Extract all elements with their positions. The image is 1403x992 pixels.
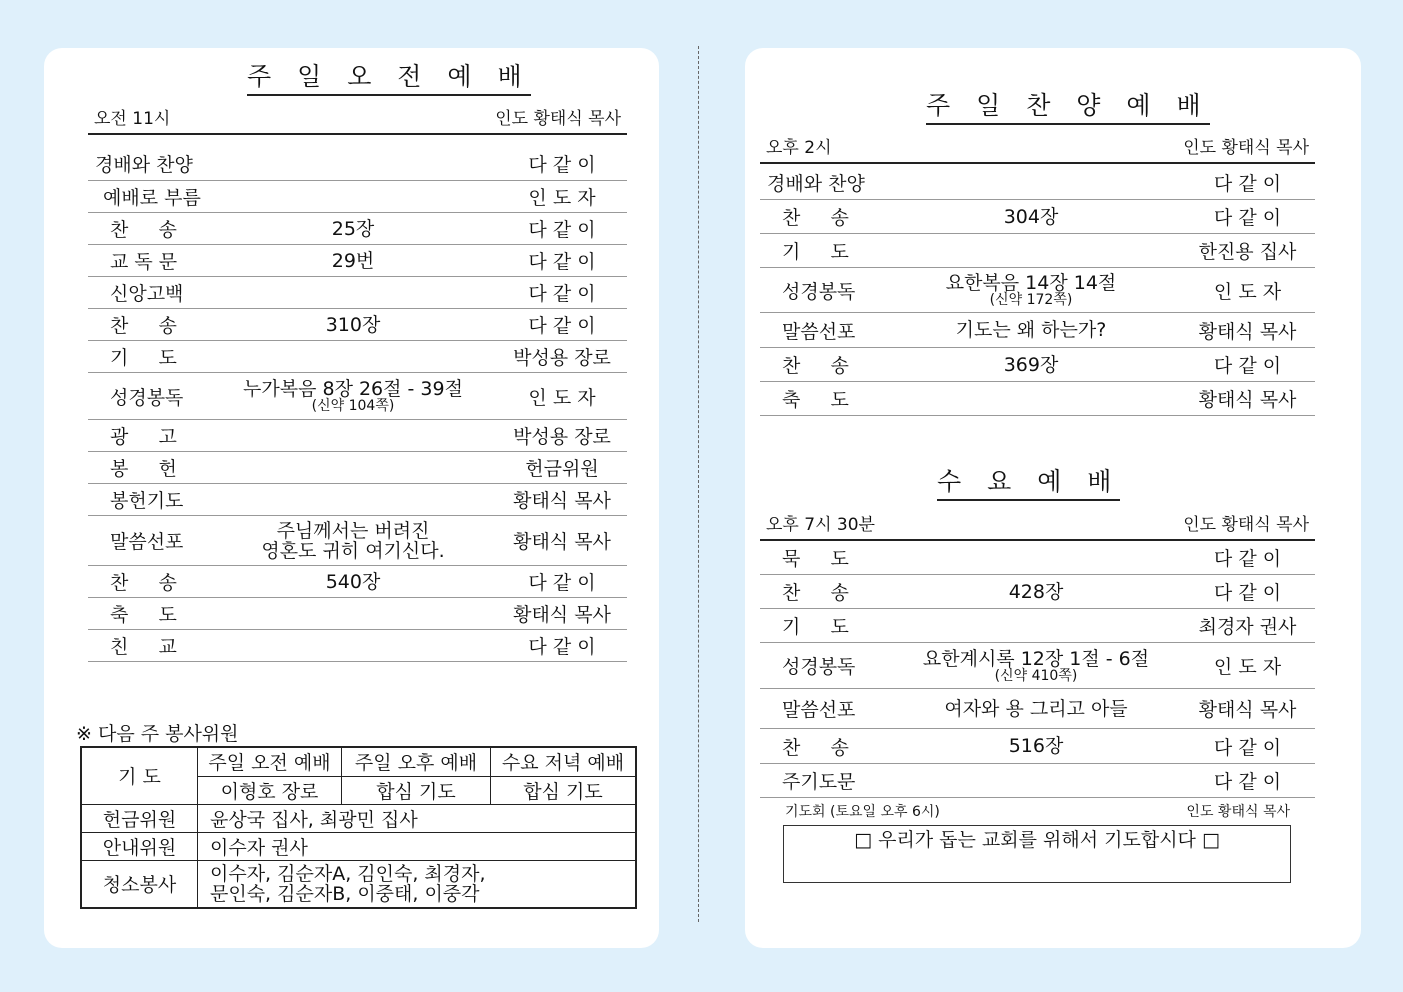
cleaning-label: 청소봉사	[81, 860, 198, 908]
order-content	[890, 609, 1182, 642]
prayer-meeting-label: 기도회 (토요일 오후 6시)	[785, 804, 940, 820]
order-row	[88, 341, 627, 373]
col-wednesday-evening: 수요 저녁 예배	[491, 747, 637, 776]
order-item: 광 고	[110, 426, 177, 448]
order-content-text: 25장	[331, 217, 375, 240]
order-content	[218, 341, 488, 372]
order-person: 인 도 자	[1213, 656, 1282, 678]
order-person: 박성용 장로	[513, 347, 611, 369]
order-content-sub: (신약 104쪽)	[311, 398, 395, 414]
order-row	[88, 277, 627, 309]
prayer-meeting-leader: 인도 황태식 목사	[1186, 804, 1290, 820]
order-item: 경배와 찬양	[95, 153, 193, 176]
order-item: 성경봉독	[782, 280, 856, 303]
order-row	[760, 643, 1315, 689]
order-content-text: 주님께서는 버려진	[276, 519, 430, 542]
order-content	[218, 373, 488, 419]
order-item: 성경봉독	[782, 656, 856, 678]
order-item: 찬 송	[110, 219, 177, 241]
order-content	[218, 452, 488, 483]
order-person: 황태식 목사	[513, 604, 611, 626]
praise-service-title: 주 일 찬 양 예 배	[926, 91, 1210, 125]
next-week-title: ※ 다음 주 봉사위원	[76, 723, 239, 745]
prayer-label: 기 도	[81, 747, 198, 804]
order-person: 헌금위원	[525, 458, 599, 480]
order-content	[218, 181, 488, 212]
prayer-wednesday: 합심 기도	[491, 776, 637, 804]
order-content-text: 요한계시록 12장 1절 - 6절	[922, 647, 1150, 670]
order-row	[88, 452, 627, 484]
order-row	[88, 309, 627, 341]
order-content	[218, 213, 488, 244]
order-person: 인 도 자	[1213, 280, 1282, 303]
order-row	[88, 181, 627, 213]
order-content	[910, 200, 1152, 233]
order-item: 찬 송	[782, 582, 849, 604]
order-content	[910, 166, 1152, 199]
order-content-text: 누가복음 8장 26절 - 39절	[243, 378, 463, 400]
morning-service-title: 주 일 오 전 예 배	[247, 62, 531, 96]
praise-service-header	[760, 138, 1315, 164]
order-person: 다 같 이	[528, 283, 596, 305]
order-row	[760, 575, 1315, 609]
order-item: 봉 헌	[110, 458, 177, 480]
prayer-request-box: □ 우리가 돕는 교회를 위해서 기도합시다 □	[783, 825, 1291, 883]
order-row	[88, 420, 627, 452]
cleaning-members	[198, 860, 637, 908]
order-content	[218, 598, 488, 629]
order-person: 다 같 이	[528, 251, 596, 273]
order-person: 다 같 이	[1213, 173, 1282, 195]
order-content-text: 369장	[1003, 353, 1059, 376]
order-item: 친 교	[110, 636, 177, 658]
order-row	[760, 764, 1315, 798]
col-sunday-afternoon: 주일 오후 예배	[342, 747, 491, 776]
order-content-text: 29번	[331, 249, 375, 272]
order-item: 말씀선포	[782, 699, 856, 721]
order-row	[88, 630, 627, 662]
order-person: 한진용 집사	[1198, 241, 1297, 263]
order-row	[760, 166, 1315, 200]
order-content-text-2: 영혼도 귀히 여기신다.	[261, 539, 445, 562]
order-person: 황태식 목사	[1198, 320, 1297, 343]
fold-divider	[698, 46, 699, 922]
order-item: 찬 송	[110, 572, 177, 594]
order-row	[88, 213, 627, 245]
order-person: 다 같 이	[528, 636, 596, 658]
order-row	[760, 382, 1315, 416]
order-item: 신앙고백	[110, 283, 184, 305]
order-item: 축 도	[782, 389, 849, 411]
order-content-text: 428장	[1008, 580, 1064, 603]
order-row	[88, 598, 627, 630]
offering-members: 윤상국 집사, 최광민 집사	[198, 804, 637, 832]
order-content	[218, 484, 488, 515]
order-row	[760, 541, 1315, 575]
praise-order-list	[760, 166, 1315, 416]
order-person: 다 같 이	[528, 219, 596, 241]
order-content	[890, 575, 1182, 608]
order-row	[760, 313, 1315, 348]
order-item: 축 도	[110, 604, 177, 626]
prayer-morning: 이형호 장로	[198, 776, 342, 804]
order-content	[910, 268, 1152, 312]
order-person: 인 도 자	[528, 386, 596, 409]
order-content	[218, 277, 488, 308]
order-content	[890, 689, 1182, 728]
order-content	[218, 420, 488, 451]
morning-order-list	[88, 146, 627, 662]
order-content	[218, 245, 488, 276]
order-item: 기 도	[782, 241, 849, 263]
order-row	[760, 729, 1315, 764]
order-person: 다 같 이	[1213, 207, 1282, 229]
morning-service-time: 오전 11시	[94, 109, 171, 129]
order-person: 황태식 목사	[1198, 389, 1297, 411]
order-content-text: 여자와 용 그리고 아들	[944, 697, 1128, 720]
order-person: 박성용 장로	[513, 426, 611, 448]
wednesday-order-list	[760, 541, 1315, 798]
order-item: 주기도문	[782, 771, 856, 793]
order-person: 다 같 이	[528, 315, 596, 337]
order-content	[910, 313, 1152, 347]
order-content	[218, 566, 488, 597]
order-item: 기 도	[782, 616, 849, 638]
order-content	[218, 309, 488, 340]
order-row	[760, 609, 1315, 643]
order-item: 찬 송	[782, 355, 849, 377]
next-week-table	[80, 746, 637, 909]
wednesday-service-title: 수 요 예 배	[937, 467, 1120, 501]
order-item: 성경봉독	[110, 386, 184, 409]
order-person: 인 도 자	[528, 187, 596, 209]
order-person: 황태식 목사	[513, 490, 611, 512]
order-item: 찬 송	[110, 315, 177, 337]
order-person: 최경자 권사	[1198, 616, 1297, 638]
order-item: 교 독 문	[110, 251, 178, 273]
morning-service-leader: 인도 황태식 목사	[495, 109, 621, 129]
order-person: 다 같 이	[1213, 548, 1282, 570]
cleaning-line-1: 이수자, 김순자A, 김인숙, 최경자,	[210, 862, 486, 885]
order-row	[88, 245, 627, 277]
prayer-meeting-header	[785, 801, 1290, 821]
order-row	[760, 268, 1315, 313]
order-content-text: 310장	[325, 313, 381, 336]
order-row	[88, 373, 627, 420]
order-content	[218, 516, 488, 565]
order-person: 다 같 이	[1213, 736, 1282, 759]
order-content	[890, 764, 1182, 797]
cleaning-line-2: 문인숙, 김순자B, 이중태, 이중각	[210, 882, 480, 905]
order-person: 다 같 이	[528, 153, 596, 176]
order-person: 다 같 이	[1213, 355, 1282, 377]
order-row	[760, 689, 1315, 729]
order-row	[760, 200, 1315, 234]
usher-members: 이수자 권사	[198, 832, 637, 860]
prayer-afternoon: 합심 기도	[342, 776, 491, 804]
order-content-text: 540장	[325, 570, 381, 593]
order-person: 다 같 이	[528, 572, 596, 594]
order-item: 말씀선포	[110, 531, 184, 553]
order-person: 황태식 목사	[513, 531, 611, 553]
wednesday-service-leader: 인도 황태식 목사	[1183, 515, 1309, 535]
order-row	[760, 234, 1315, 268]
order-content-sub: (신약 410쪽)	[994, 667, 1078, 684]
morning-service-header	[88, 109, 627, 135]
order-person: 황태식 목사	[1198, 699, 1297, 721]
order-row	[760, 348, 1315, 382]
order-content-text: 304장	[1003, 205, 1059, 228]
order-item: 경배와 찬양	[767, 173, 865, 195]
order-content	[890, 541, 1182, 574]
order-content	[910, 234, 1152, 267]
offering-label: 헌금위원	[81, 804, 198, 832]
order-item: 말씀선포	[782, 320, 856, 343]
order-row	[88, 566, 627, 598]
order-content-text: 기도는 왜 하는가?	[955, 319, 1107, 341]
order-content	[218, 630, 488, 661]
order-content	[890, 643, 1182, 688]
order-content	[890, 729, 1182, 763]
order-row	[88, 146, 627, 181]
col-sunday-morning: 주일 오전 예배	[198, 747, 342, 776]
order-content-text: 516장	[1008, 735, 1064, 757]
order-person: 다 같 이	[1213, 771, 1282, 793]
order-content-text: 요한복음 14장 14절	[945, 272, 1117, 294]
order-person: 다 같 이	[1213, 582, 1282, 604]
praise-service-time: 오후 2시	[766, 138, 832, 158]
order-item: 찬 송	[782, 736, 849, 759]
order-content	[218, 146, 488, 180]
praise-service-leader: 인도 황태식 목사	[1183, 138, 1309, 158]
order-item: 봉헌기도	[110, 490, 184, 512]
order-row	[88, 516, 627, 566]
wednesday-service-header	[760, 515, 1315, 541]
order-item: 찬 송	[782, 207, 849, 229]
order-row	[88, 484, 627, 516]
usher-label: 안내위원	[81, 832, 198, 860]
order-item: 기 도	[110, 347, 177, 369]
order-item: 예배로 부름	[103, 187, 201, 209]
order-content	[910, 348, 1152, 381]
order-item: 묵 도	[782, 548, 849, 570]
order-content	[910, 382, 1152, 415]
wednesday-service-time: 오후 7시 30분	[766, 515, 875, 535]
order-content-sub: (신약 172쪽)	[989, 292, 1073, 308]
